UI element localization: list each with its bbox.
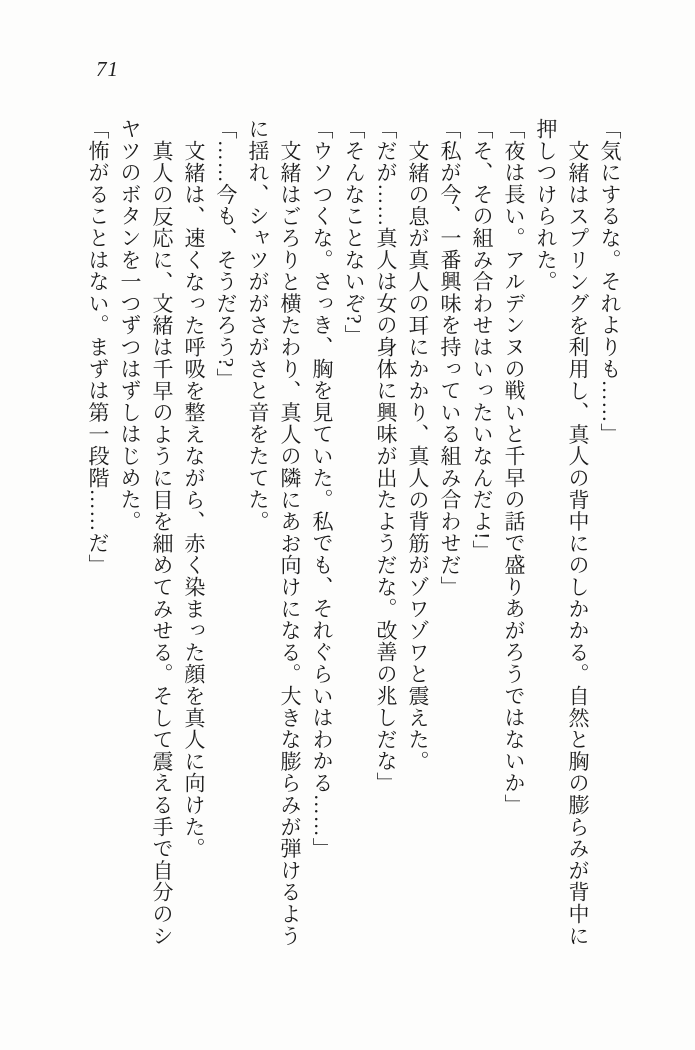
page-text-block <box>82 118 626 968</box>
text-line: 文緒の息が真人の耳にかかり、真人の背筋がゾワゾワと震えた。 <box>406 140 430 773</box>
text-line: 「夜は長い。アルデンヌの戦いと千早の話で盛りあがろうではないか」 <box>502 118 526 816</box>
text-line: 「私が今、一番興味を持っている組み合わせだ」 <box>438 118 462 598</box>
text-line: 「そ、その組み合わせはいったいなんだよ!」 <box>470 118 494 562</box>
text-line: に揺れ、シャツががさがさと音をたてた。 <box>246 118 270 533</box>
text-line: 文緒は、速くなった呼吸を整えながら、赤く染まった顔を真人に向けた。 <box>182 140 206 860</box>
text-line: 押しつけられた。 <box>534 118 558 293</box>
text-line: 「……今も、そうだろう?」 <box>214 118 238 390</box>
text-line: 「そんなことないぞ?」 <box>342 118 366 347</box>
text-line: 「気にするな。それよりも……」 <box>598 118 622 445</box>
text-line: 「怖がることはない。まずは第一段階……だ」 <box>86 118 110 576</box>
page-number: 71 <box>96 57 119 81</box>
text-line: ヤツのボタンを一つずつはずしはじめた。 <box>118 118 142 533</box>
text-line: 「ウソつくな。さっき、胸を見ていた。私でも、それぐらいはわかる……」 <box>310 118 334 860</box>
text-line: 「だが……真人は女の身体に興味が出たようだな。改善の兆しだな」 <box>374 118 398 794</box>
text-line: 文緒はごろりと横たわり、真人の隣にあお向けになる。大きな膨らみが弾けるよう <box>278 140 302 947</box>
text-line: 文緒はスプリングを利用し、真人の背中にのしかかる。自然と胸の膨らみが背中に <box>566 140 590 947</box>
text-line: 真人の反応に、文緒は千早のように目を細めてみせる。そして震える手で自分のシ <box>150 140 174 947</box>
